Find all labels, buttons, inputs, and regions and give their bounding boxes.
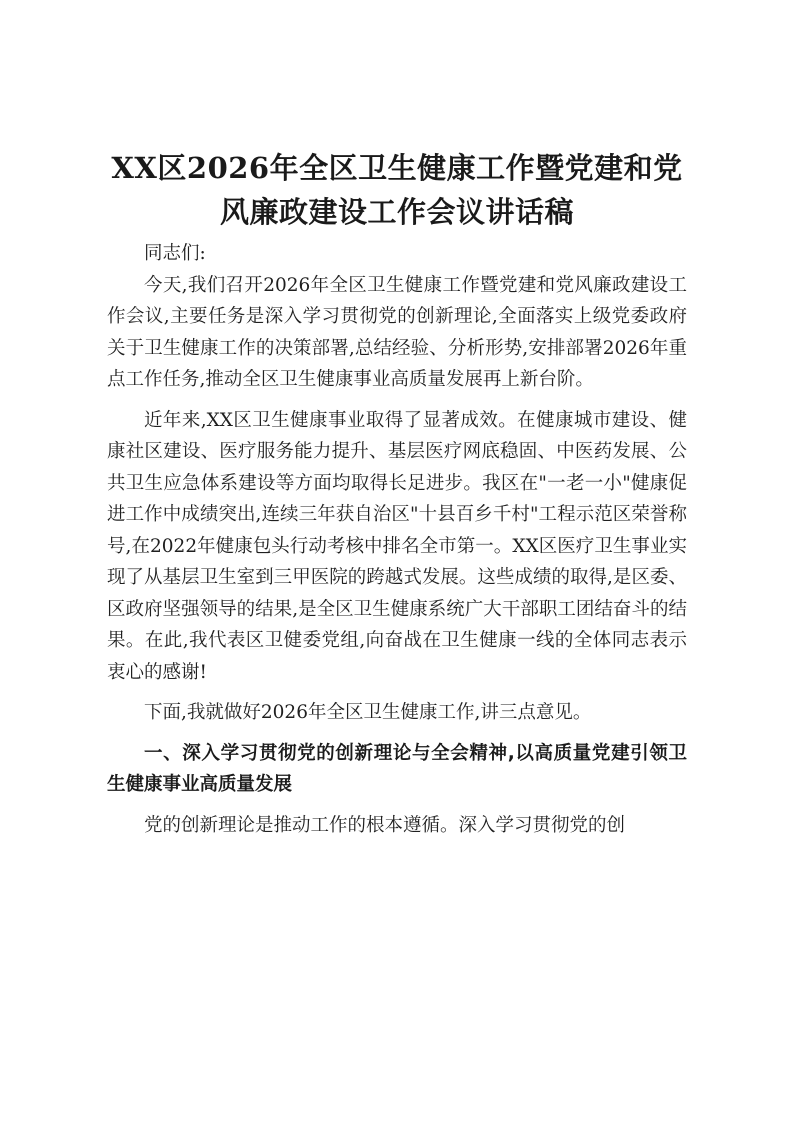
section-heading-1: 一、深入学习贯彻党的创新理论与全会精神,以高质量党建引领卫生健康事业高质量发展 [107, 742, 687, 795]
paragraph-outline: 下面,我就做好2026年全区卫生健康工作,讲三点意见。 [144, 702, 592, 723]
document-body [107, 238, 687, 841]
document-content [107, 146, 687, 841]
paragraph-opening: 今天,我们召开2026年全区卫生健康工作暨党建和党风廉政建设工作会议,主要任务是深入学习贯彻党的创新理论,全面落实上级党委政府关于卫生健康工作的决策部署,总结经验、分析形势,安排部署2026年重点工作任务,推动全区卫生健康事业高质量发展再上新台阶。 [107, 274, 687, 390]
document-title: XX区2026年全区卫生健康工作暨党建和党风廉政建设工作会议讲话稿 [111, 151, 683, 229]
salutation: 同志们: [144, 243, 206, 264]
paragraph-section-1: 党的创新理论是推动工作的根本遵循。深入学习贯彻党的创 [144, 814, 626, 836]
paragraph-achievements: 近年来,XX区卫生健康事业取得了显著成效。在健康城市建设、健康社区建设、医疗服务能力提升、基层医疗网底稳固、中医药发展、公共卫生应急体系建设等方面均取得长足进步。我区在"一老一小"健康促进工作中成绩突出,连续三年获自治区"十县百乡千村"工程示范区荣誉称号,在2022年健康包头行动考核中排名全市第一。XX区医疗卫生事业实现了从基层卫生室到三甲医院的跨越式发展。这些成绩的取得,是区委、区政府坚强领导的结果,是全区卫生健康系统广大干部职工团结奋斗的结果。在此,我代表区卫健委党组,向奋战在卫生健康一线的全体同志表示衷心的感谢! [107, 409, 687, 683]
